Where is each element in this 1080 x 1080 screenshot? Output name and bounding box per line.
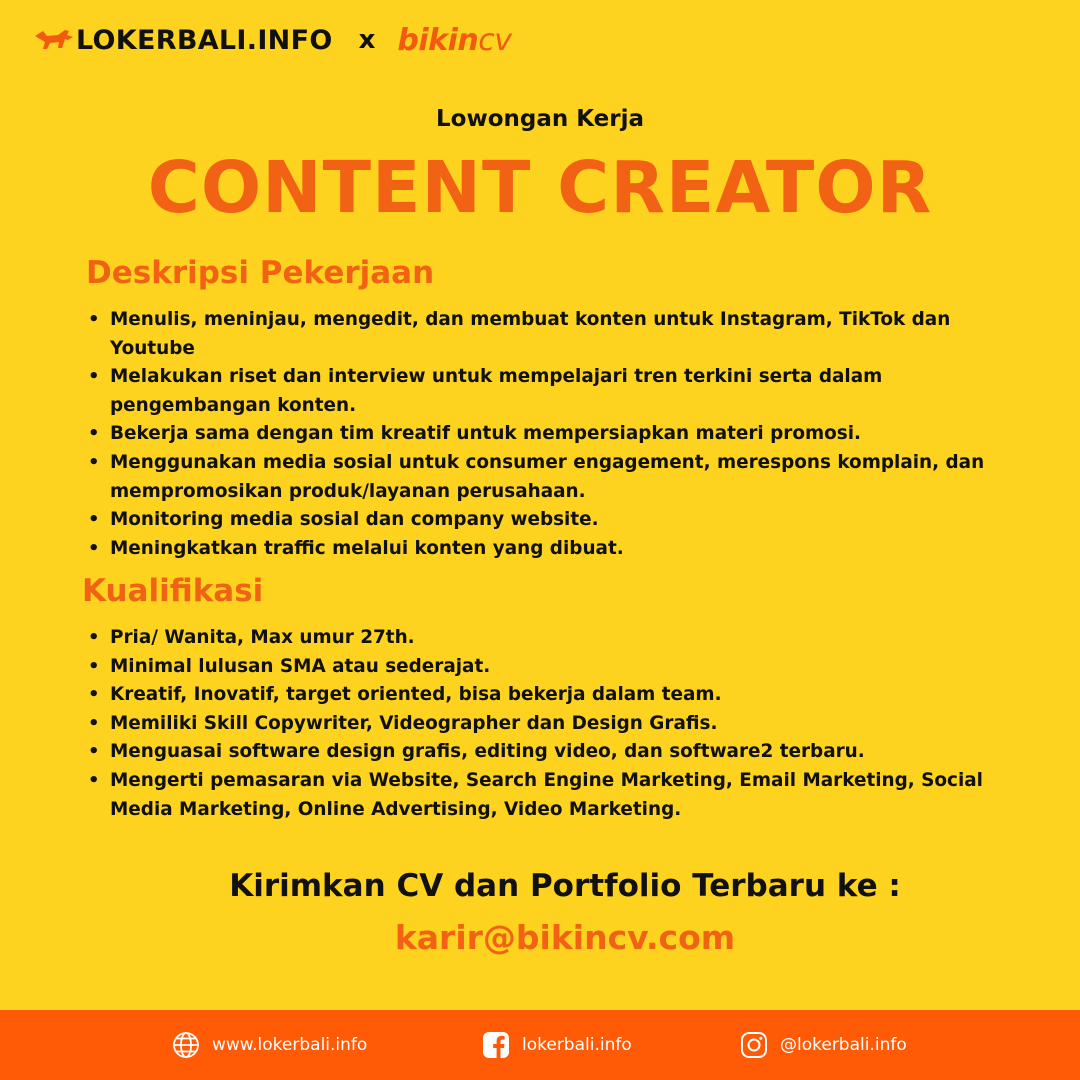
- list-item: • Pria/ Wanita, Max umur 27th.: [110, 624, 1020, 653]
- brand-separator: x: [358, 25, 376, 55]
- header: [34, 22, 511, 58]
- description-list: [110, 306, 1020, 563]
- list-item: • Melakukan riset dan interview untuk mempelajari tren terkini serta dalam pengembangan konten.: [110, 363, 1020, 420]
- footer-website[interactable]: [172, 1030, 367, 1060]
- list-item: • Kreatif, Inovatif, target oriented, bisa bekerja dalam team.: [110, 681, 1020, 710]
- qualifications-heading: Kualifikasi: [82, 573, 264, 609]
- brand-lokerbali: LOKERBALI.INFO: [76, 24, 333, 56]
- footer-instagram-label: @lokerbali.info: [780, 1035, 907, 1055]
- list-item: • Minimal lulusan SMA atau sederajat.: [110, 653, 1020, 682]
- brand-cv: cv: [478, 22, 512, 58]
- footer-facebook-label: lokerbali.info: [522, 1035, 632, 1055]
- hound-logo-icon: [34, 27, 74, 53]
- footer: [0, 1010, 1080, 1080]
- contact-email[interactable]: karir@bikincv.com: [394, 918, 736, 957]
- call-to-action: Kirimkan CV dan Portfolio Terbaru ke :: [229, 868, 901, 904]
- globe-icon: [172, 1031, 200, 1059]
- page-subtitle: Lowongan Kerja: [435, 106, 644, 132]
- list-item: • Memiliki Skill Copywriter, Videographer dan Design Grafis.: [110, 710, 1020, 739]
- instagram-icon: [740, 1031, 768, 1059]
- list-item: • Mengerti pemasaran via Website, Search Engine Marketing, Email Marketing, Social Media Marketing, Online Advertising, Video Marketing.: [110, 767, 1020, 824]
- footer-instagram[interactable]: [740, 1030, 907, 1060]
- qualifications-list: [110, 624, 1020, 824]
- footer-website-label: www.lokerbali.info: [212, 1035, 368, 1055]
- footer-facebook[interactable]: [482, 1030, 632, 1060]
- list-item: • Menggunakan media sosial untuk consumer engagement, merespons komplain, dan mempromosikan produk/layanan perusahaan.: [110, 449, 1020, 506]
- brand-bikin: bikin: [397, 22, 479, 58]
- list-item: • Menulis, meninjau, mengedit, dan membuat konten untuk Instagram, TikTok dan Youtube: [110, 306, 1020, 363]
- list-item: • Menguasai software design grafis, editing video, dan software2 terbaru.: [110, 738, 1020, 767]
- page-title: CONTENT CREATOR: [147, 146, 933, 229]
- list-item: • Meningkatkan traffic melalui konten yang dibuat.: [110, 535, 1020, 564]
- description-heading: Deskripsi Pekerjaan: [86, 255, 435, 291]
- list-item: • Monitoring media sosial dan company website.: [110, 506, 1020, 535]
- brand-bikincv-logo: [397, 23, 511, 58]
- list-item: • Bekerja sama dengan tim kreatif untuk mempersiapkan materi promosi.: [110, 420, 1020, 449]
- facebook-icon: [482, 1031, 510, 1059]
